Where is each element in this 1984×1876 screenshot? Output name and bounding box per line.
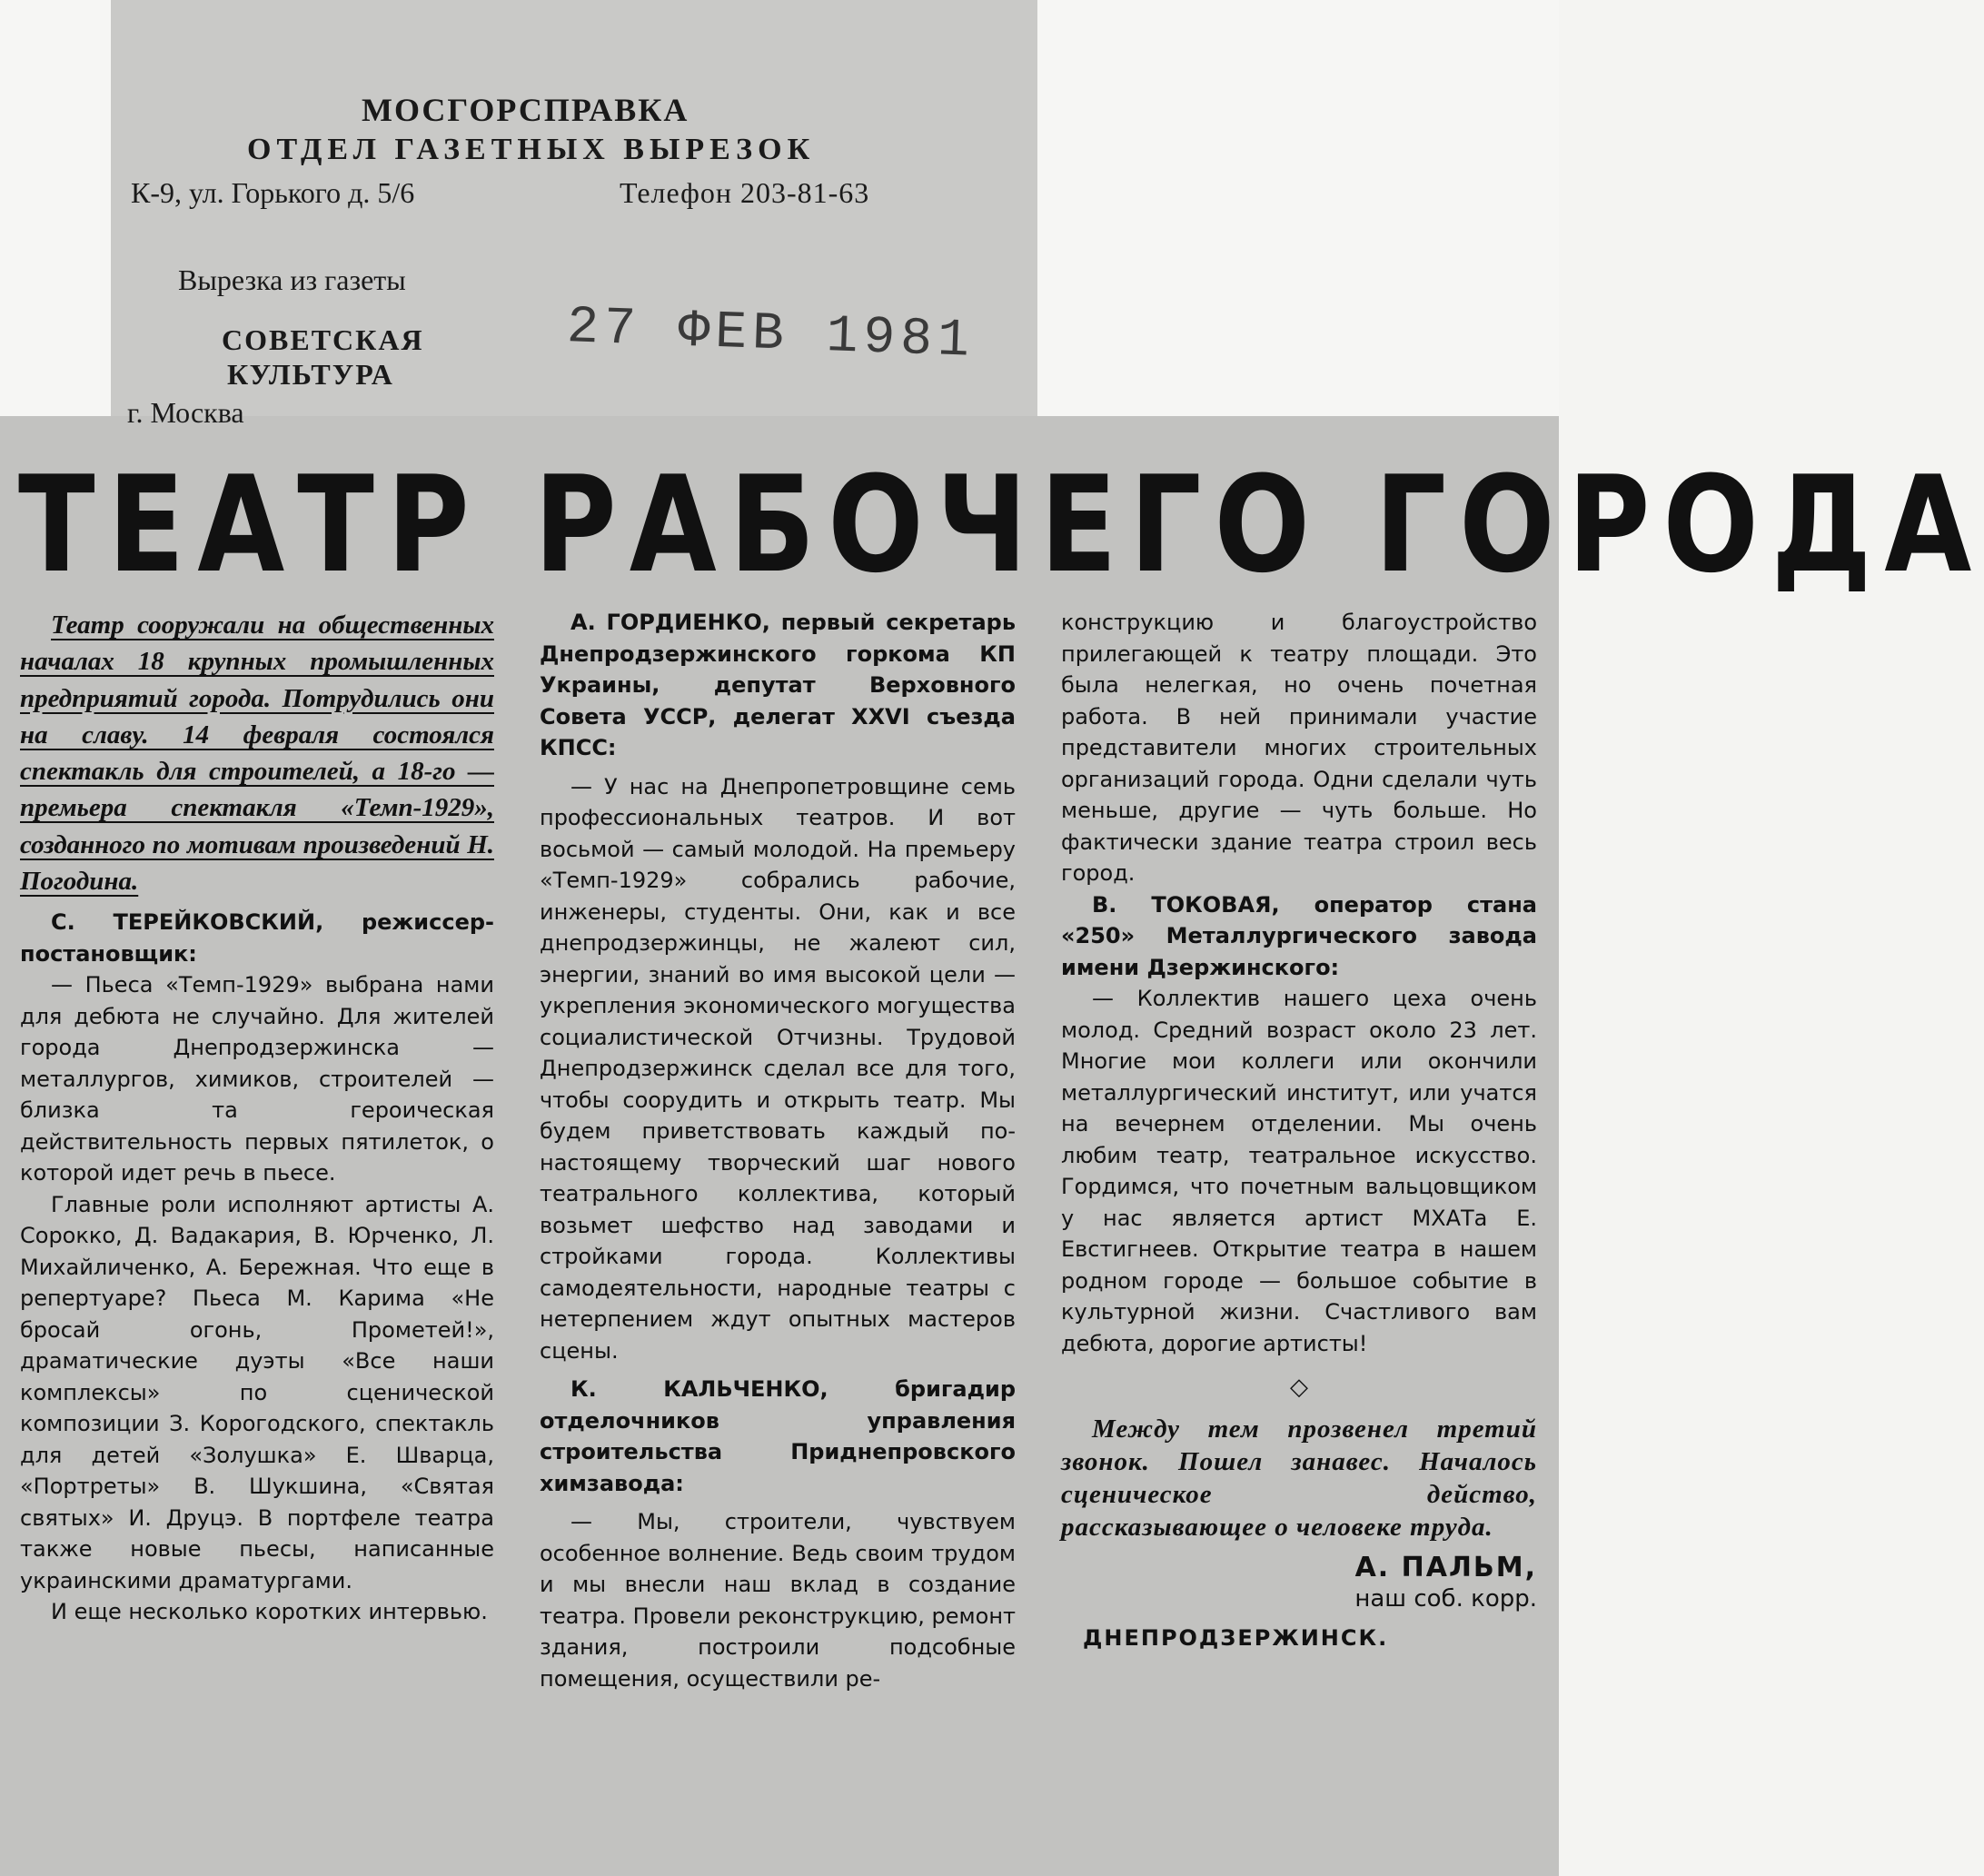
- article-lead: Театр сооружали на общественных началах 18 крупных промышленных предприятий города. Потрудились они на славу. 14 февраля состоялся спектакль для строителей, а 18-го — премьера спектакля «Темп-1929», созданного по мотивам произведений Н. Погодина.: [20, 610, 494, 897]
- author-role: наш соб. корр.: [1354, 1585, 1537, 1613]
- paragraph: конструкцию и благоустройство прилегающей к театру площади. Это была нелегкая, но очень почетная работа. В ней принимали участие представители многих строительных организаций города. Одни сделали чуть меньше, другие — чуть больше. Но фактически здание театра строил весь город.: [1061, 610, 1537, 886]
- paragraph: Главные роли исполняют артисты А. Сорокко, Д. Вадакария, В. Юрченко, Л. Михайличенко, А. Бережная. Что еще в репертуаре? Пьеса М. Карима «Не бросай огонь, Прометей!», драматические дуэты «Все наши комплексы» по сценической композиции З. Корогодского, спектакль для детей «Золушка» Е. Шварца, «Портреты» В. Шукшина, «Святая святых» И. Друцэ. В портфеле театра также новые пьесы, написанные украинскими драматургами.: [20, 1191, 494, 1593]
- clipping-source-label: Вырезка из газеты: [178, 263, 406, 296]
- paragraph: — У нас на Днепропетровщине семь профессиональных театров. И вот восьмой — самый молодой. На премьеру «Темп-1929» собрались рабочие, инженеры, студенты. Они, как и все днепродзержинцы, не жалеют сил, энергии, знаний во имя высокой цели — укрепления экономического могущества социалистической Отчизны. Трудовой Днепродзержинск сделал все для того, чтобы соорудить и открыть театр. Мы будем приветствовать каждый по-настоящему творческий шаг нового театрального коллектива, который возьмет шефство над заводами и стройками города. Коллективы самодеятельности, народные театры с нетерпением ждут опытных мастеров сцены.: [540, 773, 1016, 1364]
- bureau-phone: Телефон 203-81-63: [620, 176, 870, 209]
- bureau-address: К-9, ул. Горького д. 5/6: [131, 176, 415, 209]
- newspaper-city: г. Москва: [127, 396, 244, 429]
- dateline: ДНЕПРОДЗЕРЖИНСК.: [1083, 1624, 1389, 1651]
- paragraph: — Пьеса «Темп-1929» выбрана нами для дебюта не случайно. Для жителей города Днепродзержинска — металлургов, химиков, строителей — близка та героическая действительность первых пятилеток, о которой идет речь в пьесе.: [20, 972, 494, 1186]
- article-headline: ТЕАТР РАБОЧЕГО ГОРОДА: [18, 448, 1984, 603]
- author-name: А. ПАЛЬМ,: [1354, 1551, 1537, 1583]
- interviewee-name: А. ГОРДИЕНКО, первый секретарь Днепродзержинского горкома КП Украины, депутат Верховного Совета УССР, делегат XXVI съезда КПСС:: [540, 610, 1016, 760]
- closing-paragraph: Между тем прозвенел третий звонок. Пошел занавес. Началось сценическое действо, рассказывающее о человеке труда.: [1061, 1414, 1537, 1542]
- article-column-1: [20, 607, 494, 1628]
- diamond-separator-icon: ◇: [1290, 1374, 1308, 1401]
- interviewee-name: В. ТОКОВАЯ, оператор стана «250» Металлургического завода имени Дзержинского:: [1061, 891, 1537, 980]
- paragraph: — Мы, строители, чувствуем особенное волнение. Ведь своим трудом и мы внесли наш вклад в создание театра. Провели реконструкцию, ремонт здания, построили подсобные помещения, осуществили ре-: [540, 1509, 1016, 1692]
- newspaper-name-line2: КУЛЬТУРА: [227, 358, 394, 391]
- interviewee-name: К. КАЛЬЧЕНКО, бригадир отделочников управления строительства Приднепровского химзавода:: [540, 1376, 1016, 1496]
- date-stamp: 27 ФЕВ 1981: [566, 298, 976, 372]
- agency-name: МОСГОРСПРАВКА: [362, 92, 689, 128]
- paragraph: И еще несколько коротких интервью.: [51, 1599, 488, 1625]
- paragraph: — Коллектив нашего цеха очень молод. Средний возраст около 23 лет. Многие мои коллеги или окончили металлургический институт, или учатся на вечернем отделении. Мы очень любим театр, театральное искусство. Гордимся, что почетным вальцовщиком у нас является артист МХАТа Е. Евстигнеев. Открытие театра в нашем родном городе — большое событие в культурной жизни. Счастливого вам дебюта, дорогие артисты!: [1061, 986, 1537, 1356]
- article-column-2: [540, 607, 1016, 1694]
- article-column-3: [1061, 607, 1537, 1653]
- department-name: ОТДЕЛ ГАЗЕТНЫХ ВЫРЕЗОК: [247, 133, 816, 166]
- newspaper-name-line1: СОВЕТСКАЯ: [222, 323, 424, 356]
- interviewee-name: С. ТЕРЕЙКОВСКИЙ, режиссер-постановщик:: [20, 909, 494, 967]
